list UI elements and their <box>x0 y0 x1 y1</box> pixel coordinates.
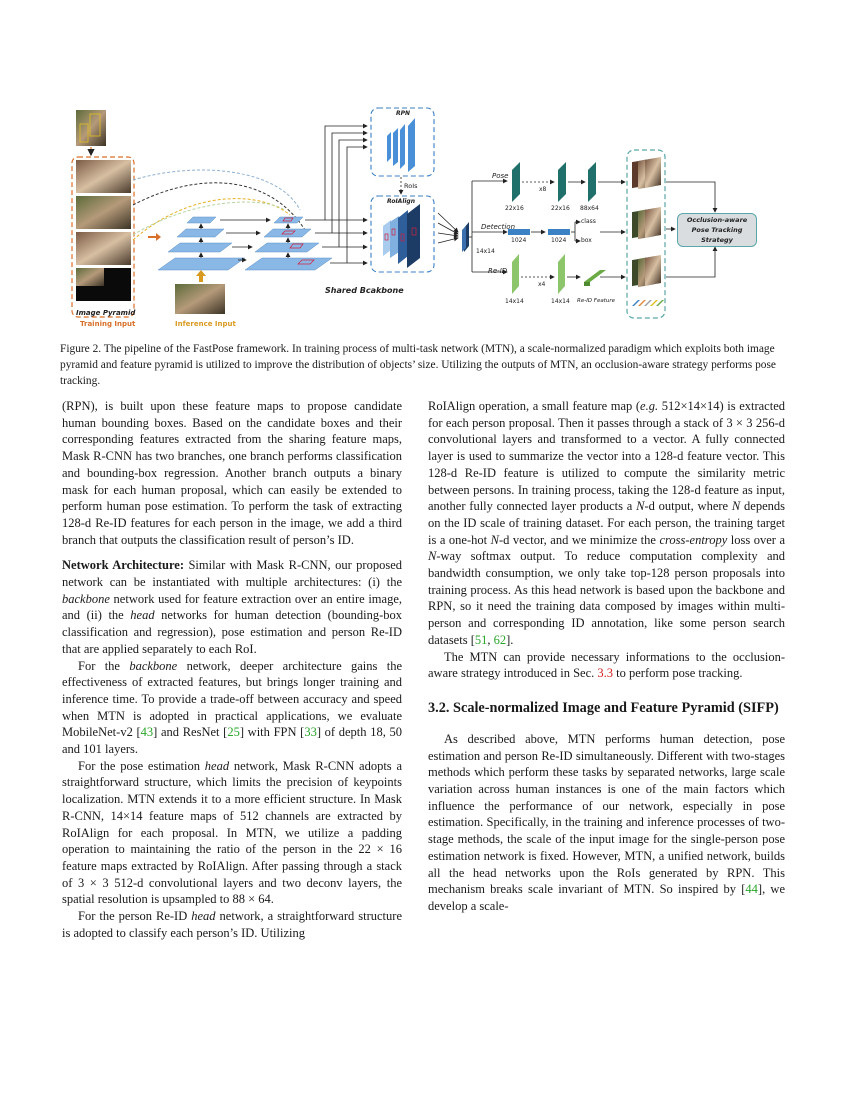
pose-output-frames <box>632 157 661 189</box>
math-N: N <box>428 549 437 564</box>
text: ], we develop a scale- <box>428 882 785 913</box>
text-italic: head <box>191 909 216 924</box>
text: network, a straightforward structure is adopted to classify each person’s ID. Utilizing <box>62 909 402 940</box>
text: For the person Re-ID <box>78 909 192 924</box>
feature-pyramid-left <box>158 217 245 270</box>
citation-link[interactable]: 43 <box>140 725 154 740</box>
network-architecture-heading: Network Architecture: <box>62 558 185 573</box>
citation-link[interactable]: 51 <box>474 632 488 647</box>
text: Similar with Mask R-CNN, our proposed network can be instantiated with multiple architectures: (i) the <box>62 558 403 590</box>
paragraph-mtn-summary <box>428 649 785 682</box>
training-input-label: Training Input <box>80 320 136 328</box>
paragraph-reid-head <box>62 908 402 941</box>
paragraph-rpn: (RPN), is built upon these feature maps to propose candidate human bounding boxes. Based on the candidate boxes and their corresponding features extracted from the sharing feature maps, Mask R-CNN has two branches, one branch performs classification and bounding-box regression. Another branch outputs a binary mask for each human proposal, which can easily be extended to perform human pose estimation. To perform the task of extracting 128-d Re-ID features for each person in the image, we add a third branch that outputs the classification result of person’s ID. <box>62 399 402 547</box>
paragraph-network-architecture <box>62 557 402 657</box>
rois-label: RoIs <box>404 182 418 190</box>
pose-dim-1: 22x16 <box>505 205 524 212</box>
reid-repeat-label: x4 <box>538 281 546 288</box>
right-column <box>428 398 785 915</box>
text: ]. <box>506 632 514 647</box>
roialign-label: RoIAlign <box>387 198 415 205</box>
text: The MTN can provide necessary informations to the occlusion-aware strategy introduced in Sec. <box>428 649 785 681</box>
text: ] with FPN [ <box>239 725 305 740</box>
text: For the pose estimation <box>78 758 205 773</box>
pyramid-level-3 <box>76 232 131 265</box>
detection-branch-label: Detection <box>481 223 516 231</box>
pipeline-figure <box>60 100 800 335</box>
text: depends on the ID scale of training dataset. For each person, the training target is a one-hot <box>428 499 785 547</box>
text: 512×14×14) is extracted for each person proposal. Then it passes through a stack of 3 × 3 256-d convolutional layers and transformed to a vector. A fully connected layer is used to summarize the vector into a 128-d feature vector. This 128-d Re-ID feature is utilized to compute the similarity metric between persons. In training process, taking the 128-d feature as input, another fully connected layer products a <box>428 399 785 514</box>
inference-arrow-icon <box>196 270 206 282</box>
text-italic: backbone <box>62 591 110 606</box>
text: network, deeper architecture gains the effectiveness of extracted features, but brings longer training and inference time. To provide a trade-off between accuracy and speed when MTN is adopted in practical applications, we evaluate MobileNet-v2 [ <box>62 658 402 740</box>
left-column <box>62 398 402 942</box>
paragraph-pose-head <box>62 758 402 908</box>
rpn-layers <box>387 118 415 172</box>
inference-photo <box>175 284 225 314</box>
citation-link[interactable]: 25 <box>227 725 240 740</box>
reid-branch-label: Re-ID <box>488 267 508 275</box>
pyramid-level-1 <box>76 160 131 193</box>
text-italic: head <box>204 758 230 773</box>
text-italic: cross-entropy <box>659 532 728 547</box>
text: -d output, where <box>644 499 732 514</box>
det-dim-1: 1024 <box>511 237 527 244</box>
pyramid-level-2 <box>76 196 131 229</box>
text: , <box>487 632 494 647</box>
text-italic: e.g. <box>640 399 659 413</box>
box-label: box <box>581 237 592 244</box>
image-pyramid-label: Image Pyramid <box>76 309 136 317</box>
reid-branch <box>512 254 625 294</box>
text: network, Mask R-CNN adopts a straightforward structure, which limits the precision of keypoints localization. MTN extends it to a more efficient structure. In Mask R-CNN, 14×14 feature maps of 512 channels are extracted by RoIAlign for each proposal. In MTN, we utilize a padding operation to maintaining the ratio of the person in the 22 × 16 feature maps extracted by RoIAlign. After passing through a stack of 3 × 3 512-d convolutional layers and two deconv layers, the spatial resolution is upsampled to 88 × 64. <box>62 758 402 907</box>
text: ] of depth 18, 50 and 101 layers. <box>62 725 402 757</box>
text: RoIAlign operation, a small feature map ( <box>428 399 641 413</box>
pose-dim-3: 88x64 <box>580 205 599 212</box>
feature-pyramid-right <box>245 217 332 270</box>
text: -d vector, and we minimize the <box>498 532 660 547</box>
paragraph-backbone <box>62 658 402 758</box>
text-italic: backbone <box>129 658 178 673</box>
text: -way softmax output. To reduce computation complexity and bandwidth consumption, we only take top-128 person proposals into training process. As this head network is based upon the backbone and RPN, so it need the training data composed by images within multi-person and corresponding ID annotation, like some person search datasets [ <box>428 549 785 647</box>
citation-link[interactable]: 33 <box>304 725 317 740</box>
text: As described above, MTN performs human detection, pose estimation and person Re-ID simultaneously. Different with two-stages methods which perform these tasks by separated networks, large scale variation across human instances is one of the main factors which influence the performance of our network, especially in pose estimation. Specifically, in the training and inference processes of two-stage methods, the scale of the input image for the single-person pose estimation network is fixed. However, MTN, a unified network, builds all the head networks upon the RoIs generated by RPN. This mechanism breaks scale invariant of MTN. So inspired by [ <box>428 731 785 897</box>
reid-dim-1: 14x14 <box>505 298 524 305</box>
paragraph-sifp <box>428 731 785 915</box>
text: loss over a <box>727 532 786 547</box>
citation-link[interactable]: 44 <box>745 882 758 897</box>
text: For the <box>78 658 130 673</box>
training-photo-original <box>76 110 106 146</box>
math-N: N <box>490 532 499 547</box>
pose-dim-2: 22x16 <box>551 205 570 212</box>
pose-branch <box>512 162 625 202</box>
section-heading-3-2: 3.2. Scale-normalized Image and Feature Pyramid (SIFP) <box>428 699 779 716</box>
reid-dim-2: 14x14 <box>551 298 570 305</box>
figure-caption: Figure 2. The pipeline of the FastPose framework. In training process of multi-task network (MTN), a scale-normalized paradigm which exploits both image pyramid and feature pyramid is utilized to improve the distribution of objects’ size. Utilizing the outputs of MTN, an occlusion-aware strategy performs pose tracking. <box>60 343 776 387</box>
reid-output-frames <box>632 255 661 287</box>
text: ] and ResNet [ <box>153 725 228 740</box>
detection-output-frames <box>632 207 661 239</box>
rpn-label: RPN <box>396 110 411 117</box>
shared-backbone-label: Shared Bcakbone <box>325 286 404 295</box>
training-arrow-icon <box>148 233 161 241</box>
pose-branch-label: Pose <box>492 172 509 180</box>
strategy-label: Occlusion-aware Pose Tracking Strategy <box>686 216 748 244</box>
math-N: N <box>636 499 645 514</box>
text: network used for feature extraction over an entire image, and (ii) the <box>62 591 402 623</box>
math-N: N <box>731 499 741 514</box>
det-dim-2: 1024 <box>551 237 567 244</box>
citation-link[interactable]: 62 <box>493 632 507 647</box>
reid-feature-vectors <box>632 300 664 306</box>
pose-repeat-label: x8 <box>539 186 547 193</box>
reid-feature-label: Re-ID Feature <box>577 298 616 304</box>
paragraph-roialign <box>428 398 785 649</box>
roi-size-label: 14x14 <box>476 248 495 255</box>
text: networks for human detection (bounding-box classification and regression), pose estimation and person Re-ID that are applied separately to each RoI. <box>62 608 402 656</box>
text: to perform pose tracking. <box>613 666 743 681</box>
text-italic: head <box>130 608 155 623</box>
roialign-layers <box>383 204 420 268</box>
class-label: class <box>581 218 596 225</box>
section-ref-link[interactable]: 3.3 <box>597 666 614 681</box>
occlusion-aware-strategy-box <box>677 213 757 247</box>
inference-input-label: Inference Input <box>175 320 236 328</box>
